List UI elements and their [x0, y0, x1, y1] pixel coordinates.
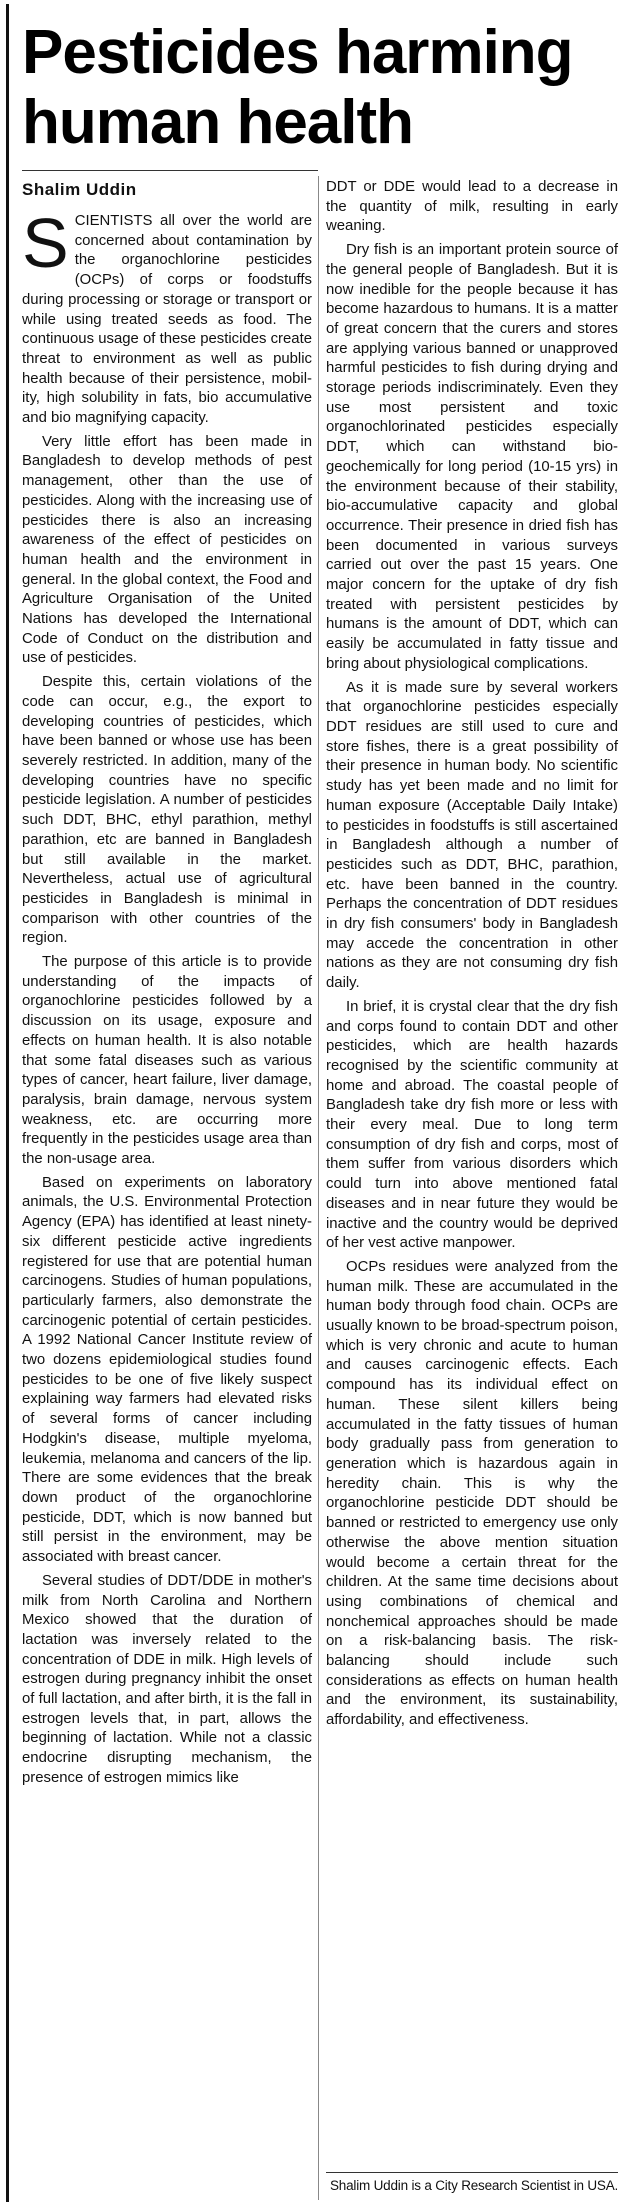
paragraph: [22, 204, 312, 429]
byline: Shalim Uddin: [22, 180, 137, 199]
headline: Pesticides harming human health: [22, 18, 573, 157]
paragraph-text: CIENTISTS all over the world are concerned about contamination by the organochlorine pesticides (OCPs) of corps or foodstuffs during processing or storage or transport or while using treated seeds as food. The continuous usage of these pesticides create threat to environment as well as public health because of their persistence, mobility, high solubility in fats, bio accumulative and bio magnifying capacity.: [22, 213, 312, 427]
paragraph: Several studies of DDT/DDE in mother's milk from North Carolina and Northern Mexico showed that the duration of lactation was inversely related to the concentration of DDE in milk. High levels of estrogen during pregnancy inhibit the onset of full lactation, and after birth, it is the fall in estrogen levels that, in part, allows the beginning of lactation. While not a classic endocrine disrupting mechanism, the presence of estrogen mimics like: [22, 1572, 312, 1786]
author-note-rule: [326, 2172, 618, 2173]
paragraph: DDT or DDE would lead to a decrease in the quantity of milk, resulting in early weaning.: [326, 179, 618, 235]
paragraph: OCPs residues were analyzed from the human milk. These are accumulated in the human body through food chain. OCPs are usually known to be broad-spectrum poison, which is very chronic and acute to human and causes carcinogenic effects. Each compound has its individual effect on human. These silent killers being accumulated in the fatty tissues of human body gradually pass from generation to generation which is hazardous again in heredity chain. This is why the organochlorine pesticide DDT should be banned or restricted to emergency use only otherwise the above mention situation would become a certain threat for the children. At the same time decisions about using combinations of chemical and nonchemical approaches should be made on a risk-balancing basis. The risk-balancing should include such considerations as effects on human health and the environment, its sustainability, affordability, and effectiveness.: [326, 1258, 618, 1729]
paragraph: In brief, it is crystal clear that the dry fish and corps found to contain DDT and other pesticides, which are health hazards recognised by the scientific community at home and abroad. The coastal people of Bangladesh take dry fish more or less with their every meal. Due to long term consumption of dry fish and corps, most of them suffer from various disorders which could turn into above mentioned fatal diseases and in near future they would be inactive and the country would be deprived of her vest active manpower.: [326, 998, 618, 1252]
paragraph: Dry fish is an important protein source of the general people of Bangladesh. But it is now inedible for the people because it has become hazardous to humans. It is a matter of great concern that the curers and stores are applying various banned or unapproved harmful pesticides to fish during drying and storage periods indiscriminately. Even they use most persistent and toxic organochlorinated pesticides especially DDT, which can withstand bio-geochemically for long period (10-15 yrs) in the environment because of their stability, bio-accumulative capacity and global occurrence. Their presence in dried fish has been documented in various surveys carried out over the past 15 years. One major concern for the uptake of dry fish treated with persistent pesticides by humans is the amount of DDT, which can easily be accumulated in fatty tissue and bring about physiological complications.: [326, 242, 618, 672]
column-1: [22, 204, 312, 1793]
paragraph: As it is made sure by several workers that organochlorine pesticides especially DDT residues are still used to cure and store fishes, there is a great possibility of their presence in human body. No scientific study has yet been made and no limit for human exposure (Acceptable Daily Intake) to pesticides in foodstuffs is still ascertained in Bangladesh although a number of pesticides such as DDT, BHC, parathion, etc. have been banned in the country. Perhaps the concentration of DDT residues in dry fish consumers' body in Bangladesh may accede the concentration in other nations as they are not consuming dry fish daily.: [326, 679, 618, 992]
column-2: [326, 178, 618, 1735]
paragraph: Based on experiments on laboratory animals, the U.S. Environmental Protection Agency (EPA) has identified at least ninety-six different pesticide active ingredients registered for use that are potential human carcinogens. Studies of human populations, particularly farmers, also demonstrate the carcinogenic potential of certain pesticides. A 1992 National Cancer Institute review of two dozens epidemiological studies found pesticides to be one of five likely suspect explaining way farmers had elevated risks of several forms of cancer including Hodgkin's disease, multiple myeloma, leukemia, melanoma and cancers of the lip. There are some evidences that the break down product of the organochlorine pesticide, DDT, which is now banned but still persist in the environment, may be associated with breast cancer.: [22, 1174, 312, 1566]
column-divider: [318, 176, 319, 2200]
paragraph: Very little effort has been made in Bangladesh to develop methods of pest management, other than the use of pesticides. Along with the increasing use of pesticides there is also an increasing awareness of the effect of pesticides on human health and the environment in general. In the global context, the Food and Agriculture Organisation of the United Nations has developed the International Code of Conduct on the distribution and use of pesticides.: [22, 433, 312, 667]
dropcap: S: [22, 204, 69, 282]
paragraph: The purpose of this article is to provide understanding of the impacts of organochlorine pesticides followed by a discussion on its usage, exposure and effects on human health. It is also notable that some fatal diseases such as various types of cancer, heart failure, liver damage, paralysis, brain damage, nervous system weakness, etc. are occurring more frequently in the pesticides usage area than the non-usage area.: [22, 954, 312, 1168]
author-note: Shalim Uddin is a City Research Scientist in USA.: [330, 2178, 619, 2193]
paragraph: Despite this, certain violations of the code can occur, e.g., the export to developing countries of pesticides, which have been banned or whose use has been severely restricted. In addition, many of the developing countries have no specific pesticide legislation. A number of pesticides such DDT, BHC, ethyl parathion, methyl parathion, etc are banned in Bangladesh but still available in the market. Nevertheless, actual use of agricultural pesticides in Bangladesh is minimal in comparison with other countries of the region.: [22, 674, 312, 947]
byline-rule: [22, 170, 318, 171]
